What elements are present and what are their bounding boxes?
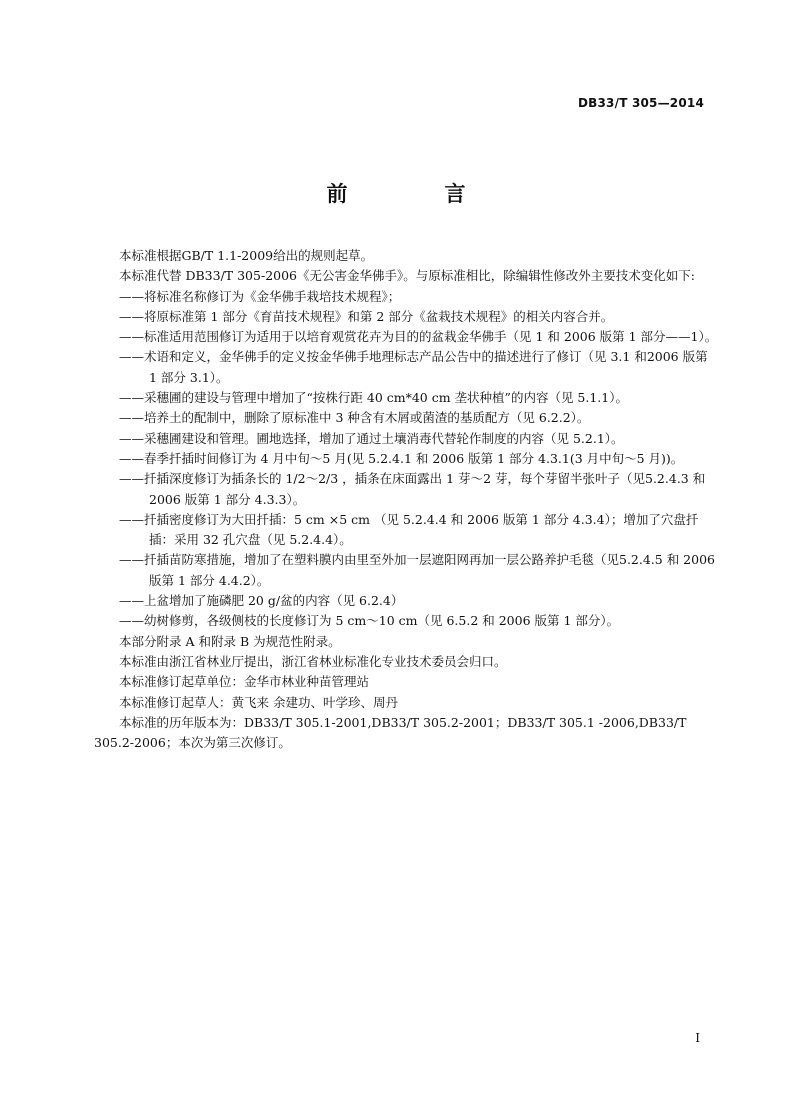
paragraph: 本标准修订起草人：黄飞来 余建功、叶学珍、周丹	[119, 694, 398, 710]
paragraph: 本标准修订起草单位：金华市林业种苗管理站	[119, 674, 370, 690]
list-item: ——术语和定义，金华佛手的定义按金华佛手地理标志产品公告中的描述进行了修订（见 3.1 和2006 版第 1 部分 3.1）。	[119, 349, 708, 385]
paragraph: 本标准的历年版本为：DB33/T 305.1-2001,DB33/T 305.2-2001；DB33/T 305.1 -2006,DB33/T 305.2-2006；本次为第三次修订。	[94, 714, 687, 751]
page-title: 前 言	[326, 182, 504, 206]
paragraph: 本标准由浙江省林业厅提出，浙江省林业标准化专业技术委员会归口。	[119, 653, 507, 669]
document-code: DB33/T 305—2014	[578, 96, 704, 110]
list-item: ——采穗圃建设和管理。圃地选择，增加了通过土壤消毒代替轮作制度的内容（见 5.2.1）。	[119, 430, 624, 446]
document-body	[94, 246, 718, 753]
list-item: ——扦插苗防寒措施，增加了在塑料膜内由里至外加一层遮阳网再加一层公路养护毛毯（见5.2.4.5 和 2006 版第 1 部分 4.4.2）。	[119, 552, 715, 588]
paragraph: 本标准根据GB/T 1.1-2009给出的规则起草。	[119, 248, 374, 263]
list-item: ——上盆增加了施磷肥 20 g/盆的内容（见 6.2.4）	[119, 593, 404, 609]
list-item: ——采穗圃的建设与管理中增加了“按株行距 40 cm*40 cm 垄状种植”的内容（见 5.1.1）。	[119, 390, 628, 406]
list-item: ——标准适用范围修订为适用于以培育观赏花卉为目的的盆栽金华佛手（见 1 和 2006 版第 1 部分——1）。	[119, 329, 718, 345]
list-item: ——培养土的配制中，删除了原标准中 3 种含有木屑或菌渣的基质配方（见 6.2.2）。	[119, 410, 590, 426]
paragraph: 本标准代替 DB33/T 305-2006《无公害金华佛手》。与原标准相比，除编辑性修改外主要技术变化如下:	[119, 268, 695, 284]
list-item: ——幼树修剪，各级侧枝的长度修订为 5 cm～10 cm（见 6.5.2 和 2006 版第 1 部分）。	[119, 613, 620, 629]
paragraph: 本部分附录 A 和附录 B 为规范性附录。	[119, 633, 341, 649]
list-item: ——将标准名称修订为《金华佛手栽培技术规程》；	[119, 288, 401, 304]
list-item: ——扦插密度修订为大田扦插：5 cm ×5 cm （见 5.2.4.4 和 2006 版第 1 部分 4.3.4）；增加了穴盘扦插：采用 32 孔穴盘（见 5.2.4.4）。	[119, 511, 699, 548]
page-number: I	[695, 1031, 700, 1045]
list-item: ——扦插深度修订为插条长的 1/2～2/3 ，插条在床面露出 1 芽～2 芽，每个芽留半张叶子（见5.2.4.3 和 2006 版第 1 部分 4.3.3）。	[119, 471, 706, 507]
list-item: ——春季扦插时间修订为 4 月中旬～5 月(见 5.2.4.1 和 2006 版第 1 部分 4.3.1(3 月中旬～5 月))。	[119, 450, 684, 466]
list-item: ——将原标准第 1 部分《育苗技术规程》和第 2 部分《盆栽技术规程》的相关内容合并。	[119, 308, 614, 324]
